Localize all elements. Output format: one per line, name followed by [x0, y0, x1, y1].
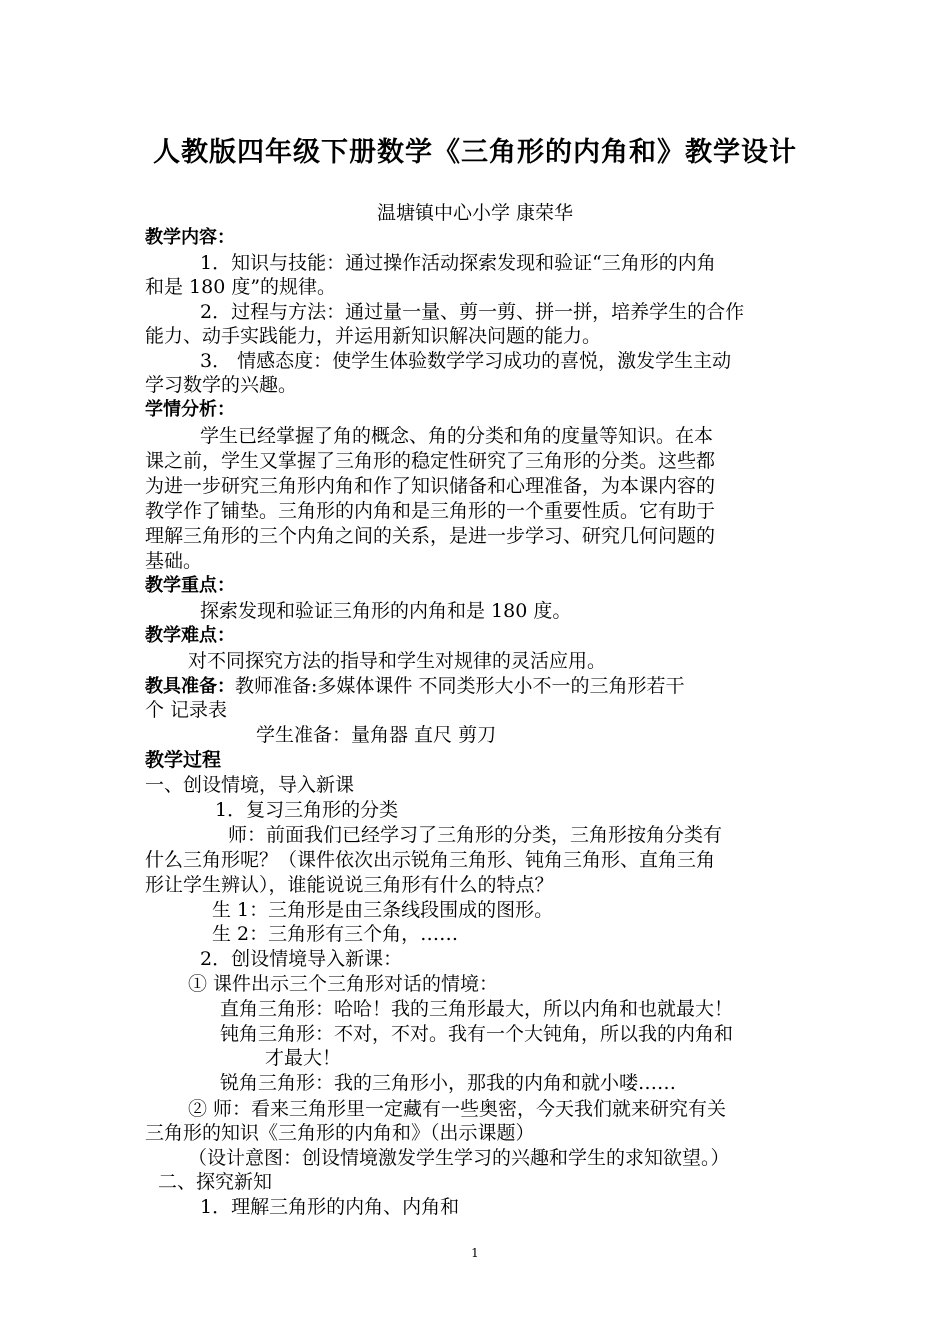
content-item-2: 2．过程与方法：通过量一量、剪一剪、拼一拼，培养学生的合作: [200, 301, 745, 323]
teacher-line-2: 什么三角形呢？（课件依次出示锐角三角形、钝角三角形、直角三角: [145, 849, 716, 871]
teacher-line-1: 师：前面我们已经学习了三角形的分类，三角形按角分类有: [228, 824, 723, 846]
student-2-line: 生 2：三角形有三个角，……: [212, 923, 459, 945]
key-point-heading: 教学重点：: [145, 575, 235, 596]
analysis-line-2: 课之前，学生又掌握了三角形的稳定性研究了三角形的分类。这些都: [145, 450, 716, 472]
content-heading: 教学内容：: [145, 227, 235, 248]
dialogue-right-triangle: 直角三角形：哈哈！我的三角形最大，所以内角和也就最大！: [220, 998, 734, 1020]
difficulty-heading: 教学难点：: [145, 625, 235, 646]
section-1-item-1: 1．复习三角形的分类: [215, 799, 399, 821]
prep-heading: 教具准备：: [145, 676, 235, 697]
courseware-line: ① 课件出示三个三角形对话的情境：: [188, 973, 499, 995]
analysis-line-4: 教学作了铺垫。三角形的内角和是三角形的一个重要性质。它有助于: [145, 500, 716, 522]
design-intent: （设计意图：创设情境激发学生学习的兴趣和学生的求知欲望。）: [188, 1147, 730, 1169]
teacher-intro-line-cont: 三角形的知识《三角形的内角和》（出示课题）: [145, 1122, 535, 1144]
prep-teacher: 教师准备:多媒体课件 不同类形大小不一的三角形若干: [235, 675, 685, 697]
content-item-1-cont: 和是 180 度”的规律。: [145, 276, 337, 298]
section-1-item-2: 2．创设情境导入新课：: [200, 948, 403, 970]
teacher-line-3: 形让学生辨认），谁能说说三角形有什么的特点？: [145, 874, 554, 896]
content-item-1: 1．知识与技能：通过操作活动探索发现和验证“三角形的内角: [200, 252, 716, 274]
content-item-2-cont: 能力、动手实践能力，并运用新知识解决问题的能力。: [145, 325, 602, 347]
dialogue-obtuse-triangle: 钝角三角形：不对，不对。我有一个大钝角，所以我的内角和: [220, 1023, 734, 1045]
prep-line: [145, 674, 684, 699]
student-1-line: 生 1：三角形是由三条线段围成的图形。: [212, 899, 554, 921]
analysis-heading: 学情分析：: [145, 399, 235, 420]
difficulty-text: 对不同探究方法的指导和学生对规律的灵活应用。: [188, 650, 607, 672]
analysis-line-1: 学生已经掌握了角的概念、角的分类和角的度量等知识。在本: [200, 425, 714, 447]
process-heading: 教学过程: [145, 749, 222, 771]
teacher-intro-line: ② 师：看来三角形里一定藏有一些奥密，今天我们就来研究有关: [188, 1098, 727, 1120]
dialogue-acute-triangle: 锐角三角形：我的三角形小，那我的内角和就小喽……: [220, 1072, 677, 1094]
content-item-3-cont: 学习数学的兴趣。: [145, 374, 298, 396]
section-1-heading: 一、创设情境，导入新课: [145, 774, 355, 796]
section-2-item-1: 1．理解三角形的内角、内角和: [200, 1196, 460, 1218]
key-point-text: 探索发现和验证三角形的内角和是 180 度。: [200, 600, 572, 622]
analysis-line-6: 基础。: [145, 550, 203, 572]
document-title: 人教版四年级下册数学《三角形的内角和》教学设计: [153, 137, 797, 168]
page-number: 1: [471, 1246, 479, 1260]
dialogue-obtuse-triangle-cont: 才最大！: [265, 1047, 342, 1069]
author-line: 温塘镇中心小学 康荣华: [376, 202, 574, 224]
prep-teacher-cont: 个 记录表: [145, 699, 228, 721]
section-2-heading: 二、探究新知: [158, 1171, 273, 1193]
analysis-line-3: 为进一步研究三角形内角和作了知识储备和心理准备，为本课内容的: [145, 475, 716, 497]
content-item-3: 3． 情感态度：使学生体验数学学习成功的喜悦，激发学生主动: [200, 350, 732, 372]
analysis-line-5: 理解三角形的三个内角之间的关系，是进一步学习、研究几何问题的: [145, 525, 716, 547]
prep-student: 学生准备：量角器 直尺 剪刀: [256, 724, 497, 746]
